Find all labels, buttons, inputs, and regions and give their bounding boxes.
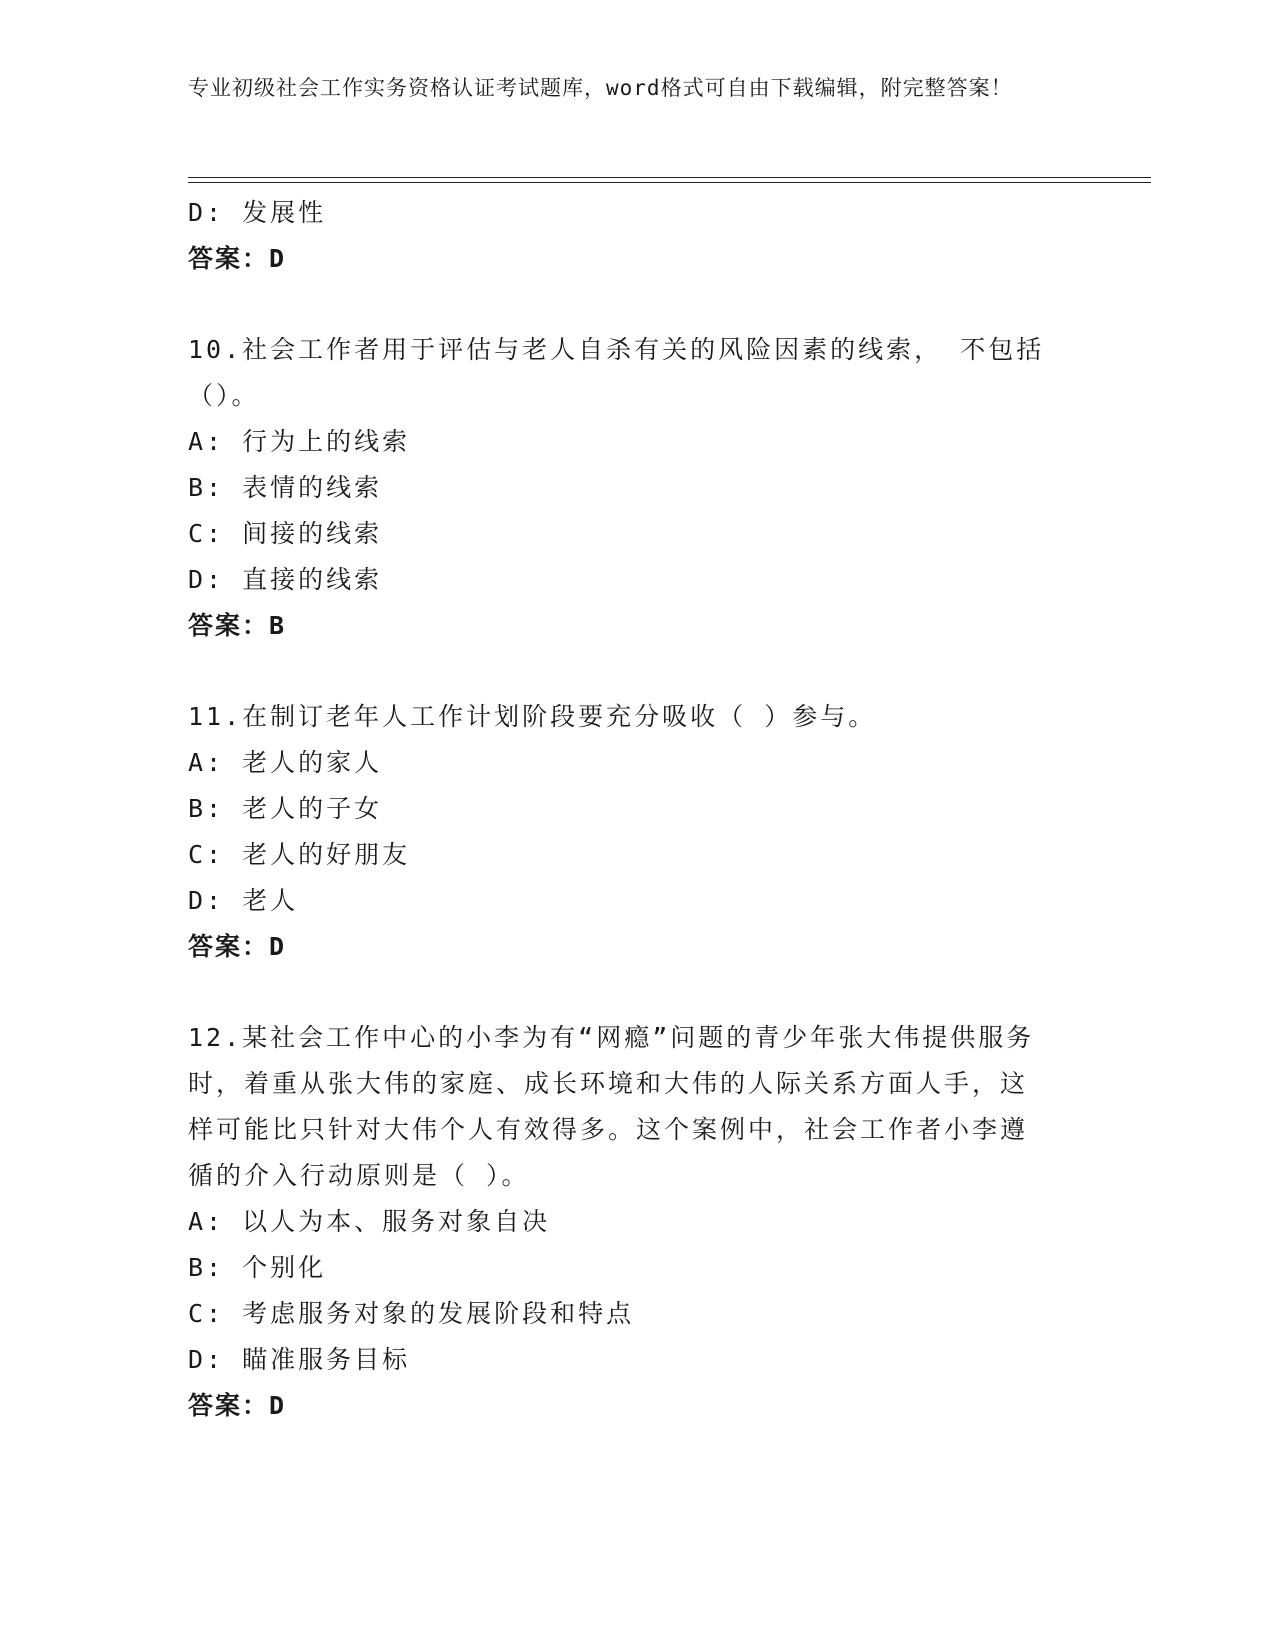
- option-c: C: 间接的线索: [188, 519, 383, 548]
- document-body: [188, 190, 1088, 1429]
- question-block-11: [188, 694, 1088, 970]
- header-text: 专业初级社会工作实务资格认证考试题库，word格式可自由下载编辑，附完整答案！: [188, 76, 1013, 100]
- option-a: A: 老人的家人: [188, 748, 383, 777]
- option-d: D: 老人: [188, 886, 299, 915]
- header-divider-bottom: [188, 182, 1151, 183]
- answer-line: 答案：D: [188, 244, 287, 273]
- question-text-cont: 循的介入行动原则是（ ）。: [188, 1161, 530, 1190]
- question-text: 12.某社会工作中心的小李为有“网瘾”问题的青少年张大伟提供服务: [188, 1023, 1035, 1052]
- option-c: C: 考虑服务对象的发展阶段和特点: [188, 1299, 635, 1328]
- question-text-cont: 时，着重从张大伟的家庭、成长环境和大伟的人际关系方面人手，这: [188, 1069, 1029, 1098]
- option-b: B: 老人的子女: [188, 794, 383, 823]
- option-b: B: 表情的线索: [188, 473, 383, 502]
- question-block-10: [188, 327, 1088, 649]
- spacer: [188, 970, 1088, 1015]
- option-d: D: 发展性: [188, 198, 327, 227]
- option-d: D: 瞄准服务目标: [188, 1345, 411, 1374]
- answer-line: 答案：D: [188, 1391, 287, 1420]
- spacer: [188, 649, 1088, 694]
- question-block-12: [188, 1015, 1088, 1429]
- question-block-prev: [188, 190, 1088, 282]
- answer-line: 答案：D: [188, 932, 287, 961]
- document-header: [188, 72, 1088, 105]
- question-text: 10.社会工作者用于评估与老人自杀有关的风险因素的线索， 不包括: [188, 335, 1045, 364]
- question-text-cont: 样可能比只针对大伟个人有效得多。这个案例中，社会工作者小李遵: [188, 1115, 1029, 1144]
- option-b: B: 个别化: [188, 1253, 327, 1282]
- question-text: 11.在制订老年人工作计划阶段要充分吸收（ ）参与。: [188, 702, 877, 731]
- option-a: A: 以人为本、服务对象自决: [188, 1207, 551, 1236]
- question-text-cont: （）。: [188, 381, 260, 410]
- option-a: A: 行为上的线索: [188, 427, 411, 456]
- spacer: [188, 282, 1088, 327]
- header-divider-top: [188, 177, 1151, 178]
- option-d: D: 直接的线索: [188, 565, 383, 594]
- answer-line: 答案：B: [188, 611, 287, 640]
- option-c: C: 老人的好朋友: [188, 840, 411, 869]
